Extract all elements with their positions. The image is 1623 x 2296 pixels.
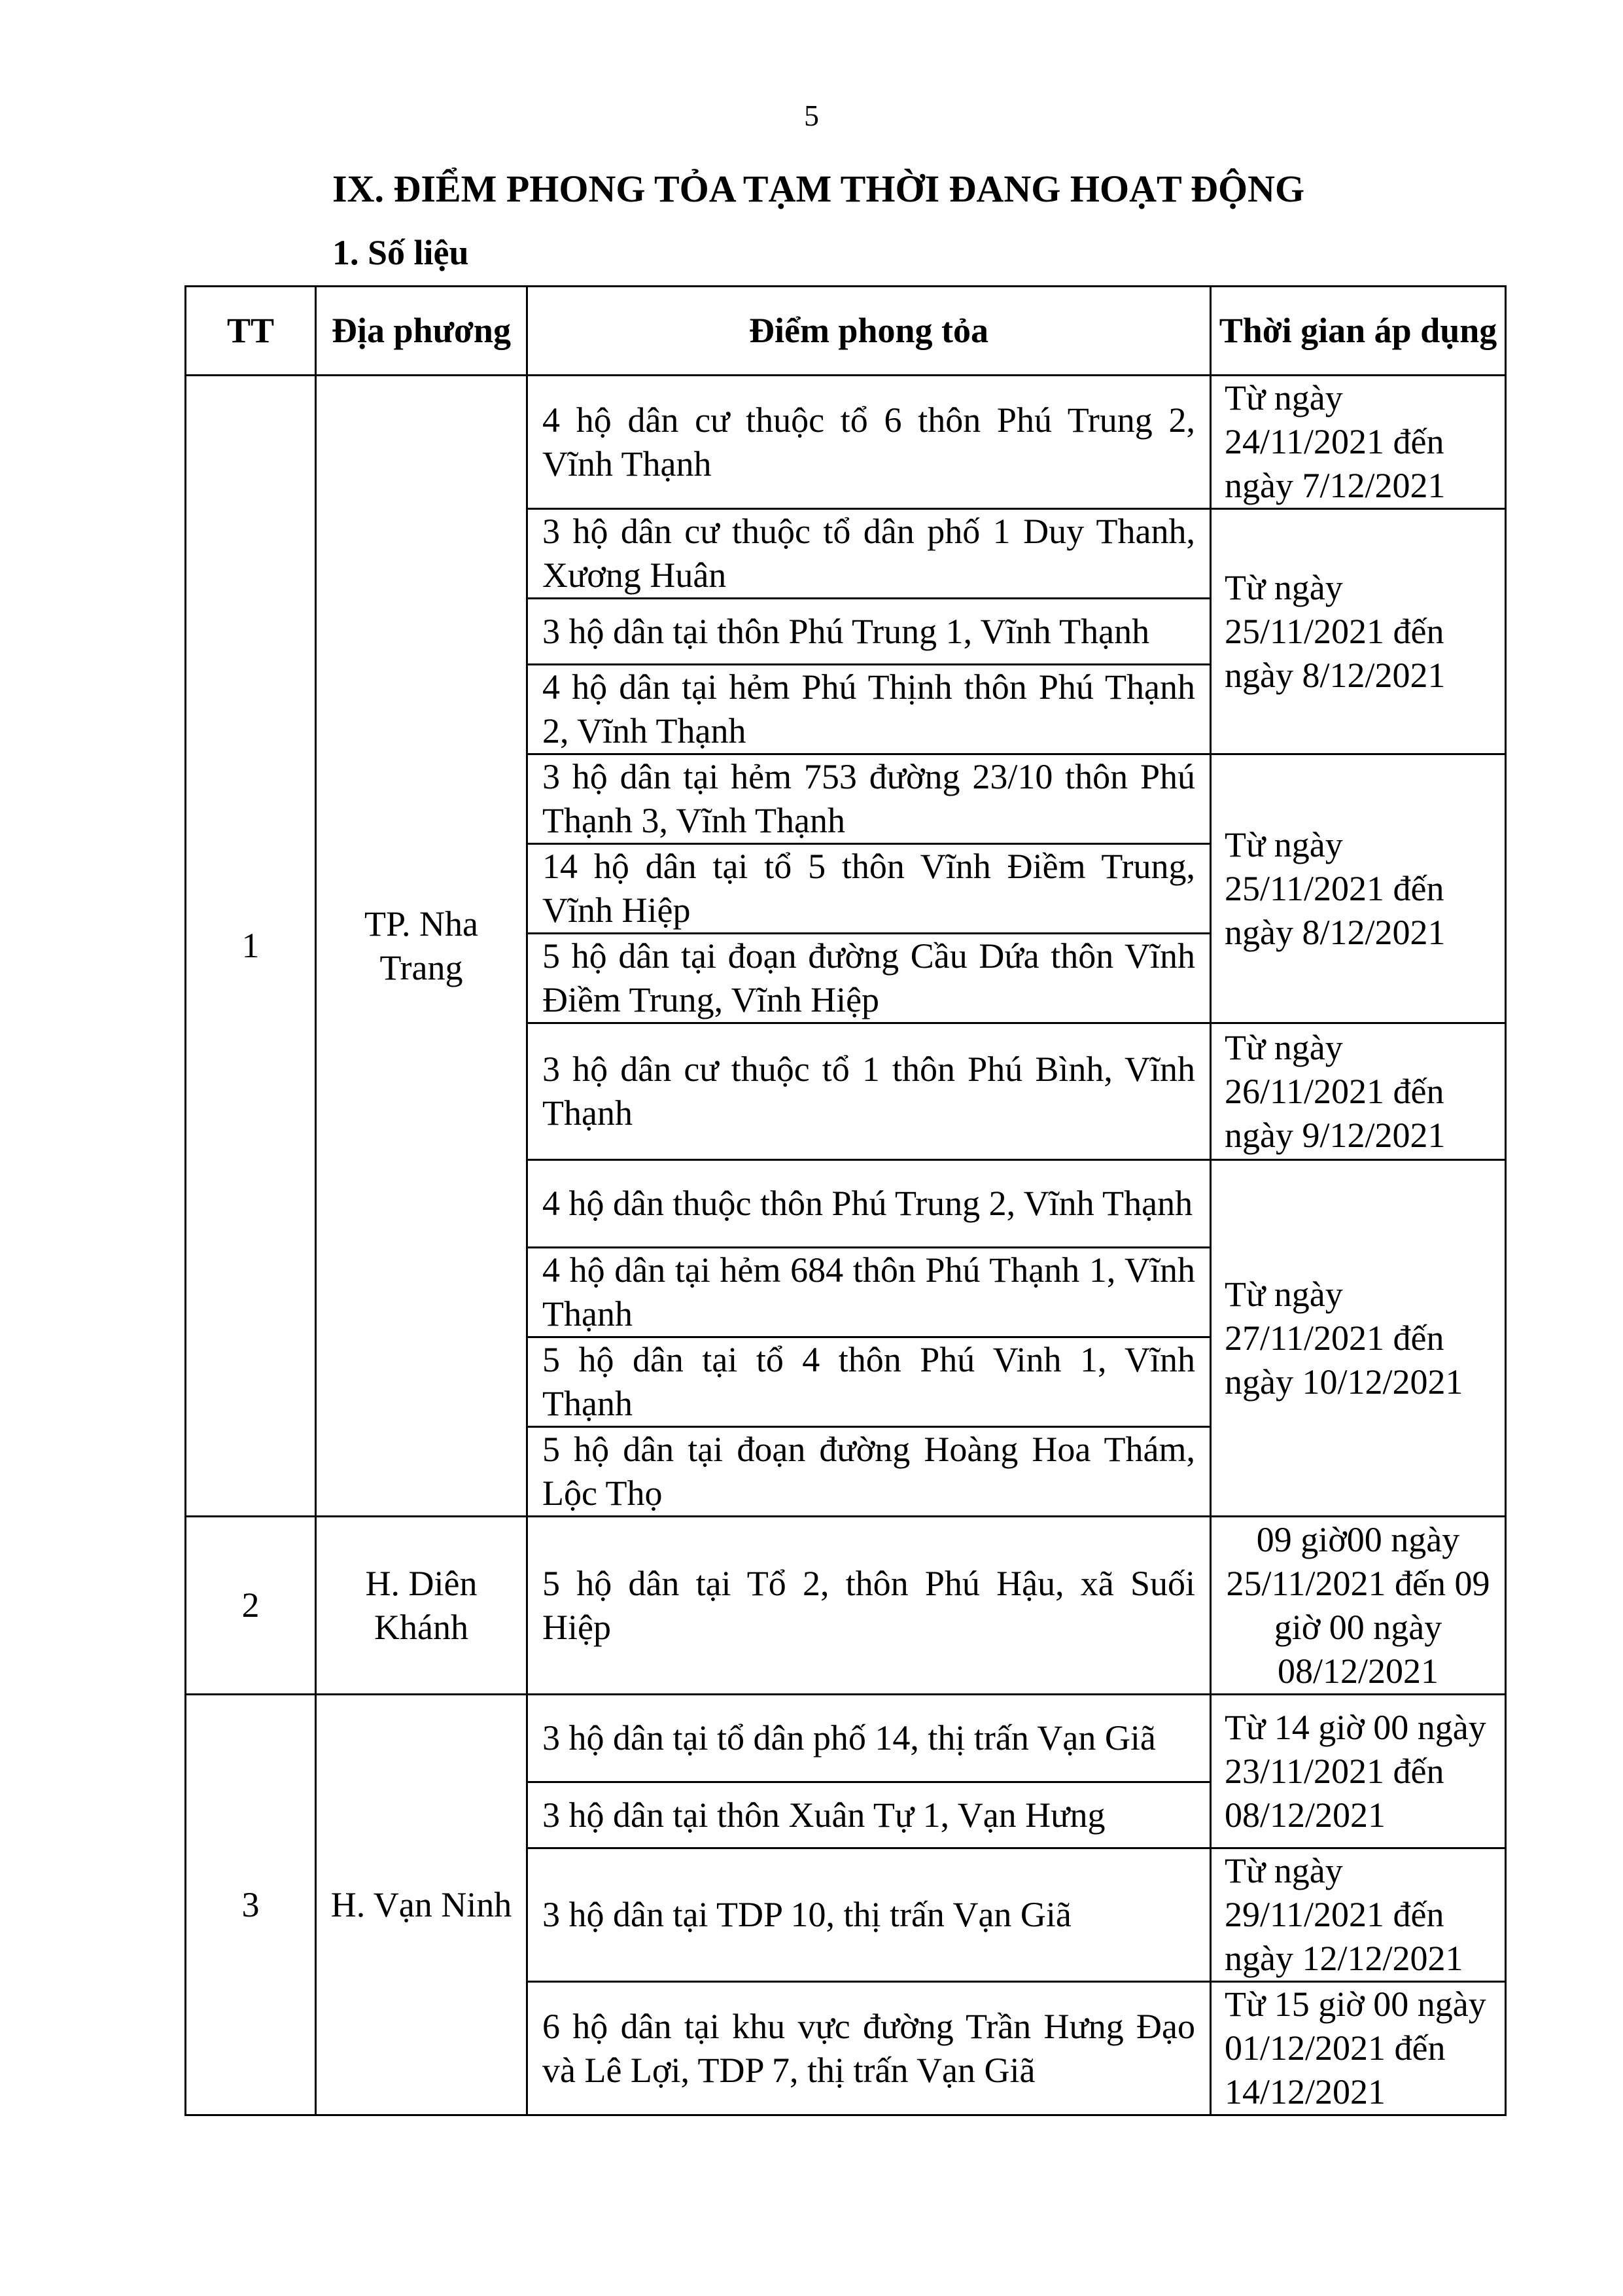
lockdown-point: 3 hộ dân tại thôn Xuân Tự 1, Vạn Hưng <box>527 1782 1211 1848</box>
time-period: Từ ngày 29/11/2021 đến ngày 12/12/2021 <box>1211 1848 1506 1982</box>
lockdown-point: 5 hộ dân tại đoạn đường Cầu Dứa thôn Vĩnh Điềm Trung, Vĩnh Hiệp <box>527 934 1211 1023</box>
row-number: 2 <box>186 1517 316 1695</box>
header-tt: TT <box>186 287 316 376</box>
lockdown-point: 4 hộ dân tại hẻm Phú Thịnh thôn Phú Thạnh 2, Vĩnh Thạnh <box>527 665 1211 754</box>
time-period: Từ 14 giờ 00 ngày 23/11/2021 đến 08/12/2021 <box>1211 1695 1506 1848</box>
time-period: Từ ngày 27/11/2021 đến ngày 10/12/2021 <box>1211 1160 1506 1517</box>
lockdown-point: 5 hộ dân tại tổ 4 thôn Phú Vinh 1, Vĩnh Thạnh <box>527 1337 1211 1427</box>
table-row <box>186 1695 1506 1782</box>
subsection-title: 1. Số liệu <box>332 233 469 272</box>
section-title: IX. ĐIỂM PHONG TỎA TẠM THỜI ĐANG HOẠT ĐỘNG <box>332 168 1305 210</box>
header-point: Điểm phong tỏa <box>527 287 1211 376</box>
lockdown-point: 3 hộ dân tại TDP 10, thị trấn Vạn Giã <box>527 1848 1211 1982</box>
table-row <box>186 376 1506 509</box>
locality-cell: H. Diên Khánh <box>316 1517 527 1695</box>
row-number: 1 <box>186 376 316 1517</box>
time-period: Từ ngày 25/11/2021 đến ngày 8/12/2021 <box>1211 754 1506 1023</box>
time-period: Từ 15 giờ 00 ngày 01/12/2021 đến 14/12/2021 <box>1211 1982 1506 2115</box>
lockdown-point: 3 hộ dân tại hẻm 753 đường 23/10 thôn Phú Thạnh 3, Vĩnh Thạnh <box>527 754 1211 844</box>
lockdown-point: 3 hộ dân cư thuộc tổ dân phố 1 Duy Thanh, Xương Huân <box>527 509 1211 599</box>
lockdown-point: 4 hộ dân cư thuộc tổ 6 thôn Phú Trung 2, Vĩnh Thạnh <box>527 376 1211 509</box>
lockdown-table <box>184 285 1507 2116</box>
row-number: 3 <box>186 1695 316 2115</box>
lockdown-point: 5 hộ dân tại đoạn đường Hoàng Hoa Thám, Lộc Thọ <box>527 1427 1211 1517</box>
lockdown-point: 14 hộ dân tại tổ 5 thôn Vĩnh Điềm Trung, Vĩnh Hiệp <box>527 844 1211 934</box>
header-time: Thời gian áp dụng <box>1211 287 1506 376</box>
lockdown-point: 6 hộ dân tại khu vực đường Trần Hưng Đạo và Lê Lợi, TDP 7, thị trấn Vạn Giã <box>527 1982 1211 2115</box>
time-period: Từ ngày 25/11/2021 đến ngày 8/12/2021 <box>1211 509 1506 754</box>
time-period: 09 giờ00 ngày 25/11/2021 đến 09 giờ 00 ngày 08/12/2021 <box>1211 1517 1506 1695</box>
header-locality: Địa phương <box>316 287 527 376</box>
table-row <box>186 1517 1506 1695</box>
time-period: Từ ngày 26/11/2021 đến ngày 9/12/2021 <box>1211 1023 1506 1160</box>
locality-cell: TP. Nha Trang <box>316 376 527 1517</box>
lockdown-point: 5 hộ dân tại Tổ 2, thôn Phú Hậu, xã Suối Hiệp <box>527 1517 1211 1695</box>
table-header-row <box>186 287 1506 376</box>
lockdown-point: 3 hộ dân cư thuộc tổ 1 thôn Phú Bình, Vĩnh Thạnh <box>527 1023 1211 1160</box>
time-period: Từ ngày 24/11/2021 đến ngày 7/12/2021 <box>1211 376 1506 509</box>
lockdown-point: 4 hộ dân thuộc thôn Phú Trung 2, Vĩnh Thạnh <box>527 1160 1211 1248</box>
lockdown-point: 4 hộ dân tại hẻm 684 thôn Phú Thạnh 1, Vĩnh Thạnh <box>527 1248 1211 1337</box>
lockdown-point: 3 hộ dân tại tổ dân phố 14, thị trấn Vạn Giã <box>527 1695 1211 1782</box>
locality-cell: H. Vạn Ninh <box>316 1695 527 2115</box>
lockdown-point: 3 hộ dân tại thôn Phú Trung 1, Vĩnh Thạnh <box>527 599 1211 665</box>
page-number: 5 <box>804 99 819 132</box>
